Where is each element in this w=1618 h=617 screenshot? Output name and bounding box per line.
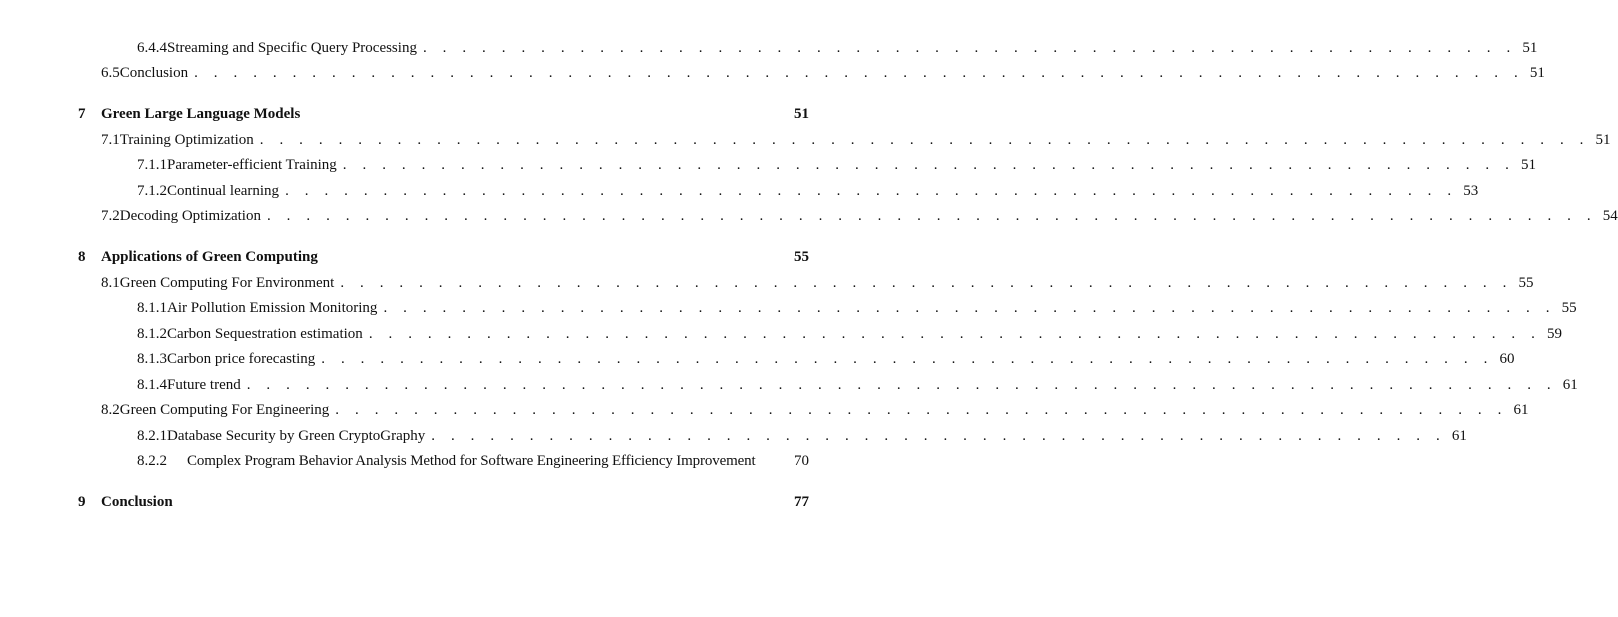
dot-leader: . . . . . . . . . . . . . . . . . . . . . . . . . . . . . . . . . . . . . . . . . . . . . . . . . . . . . . . . . . . .	[285, 183, 1458, 199]
dot-leader: . . . . . . . . . . . . . . . . . . . . . . . . . . . . . . . . . . . . . . . . . . . . . . . . . . . . . . . . . . . .	[335, 402, 1508, 418]
entry-title: Decoding Optimization	[119, 208, 261, 224]
entry-number: 8.2	[101, 402, 120, 418]
dot-leader: . . . . . . . . . . . . . . . . . . . . . . . . . . . . . . . . . . . . . . . . . . . . . . . . . . . . . . . . . . . .	[383, 300, 1556, 316]
entry-page-number: 60	[1499, 351, 1515, 367]
toc-entry-section[interactable]	[101, 273, 1534, 293]
entry-number: 8.1.4	[137, 377, 167, 393]
entry-number: 6.4.4	[137, 40, 167, 56]
toc-entry-section[interactable]	[101, 206, 1618, 226]
dot-leader: . . . . . . . . . . . . . . . . . . . . . . . . . . . . . . . . . . . . . . . . . . . . . . . . . . . . . . . . . . . .	[368, 326, 1541, 342]
entry-page-number: 55	[1518, 275, 1534, 291]
toc-entry-subsubsection[interactable]	[137, 349, 1515, 369]
entry-title: Carbon Sequestration estimation	[167, 326, 363, 342]
toc-entry-chapter[interactable]	[78, 247, 809, 267]
entry-number: 8.2.1	[137, 428, 167, 444]
entry-title: Future trend	[167, 377, 241, 393]
entry-number: 7	[78, 106, 86, 122]
toc-entry-section[interactable]	[101, 130, 1611, 150]
entry-page-number: 61	[1451, 428, 1467, 444]
entry-title: Database Security by Green CryptoGraphy	[167, 428, 426, 444]
entry-title: Complex Program Behavior Analysis Method for Software Engineering Efficiency Improvement	[187, 453, 756, 469]
entry-page-number: 77	[794, 494, 809, 510]
dot-leader: . . . . . . . . . . . . . . . . . . . . . . . . . . . . . . . . . . . . . . . . . . . . . . . . . . . . . . . . . . . .	[321, 351, 1494, 367]
entry-title: Streaming and Specific Query Processing	[167, 40, 417, 56]
entry-number: 7.1.1	[137, 157, 167, 173]
dot-leader: . . . . . . . . . . . . . . . . . . . . . . . . . . . . . . . . . . . . . . . . . . . . . . . . . . . . . . . . . . . . . . . . . . .	[246, 377, 1557, 393]
dot-leader: . . . . . . . . . . . . . . . . . . . . . . . . . . . . . . . . . . . . . . . . . . . . . . . . . . . . . . . . . . . .	[342, 157, 1515, 173]
toc-entry-subsubsection[interactable]	[137, 451, 809, 471]
entry-title: Green Computing For Engineering	[119, 402, 330, 418]
entry-page-number: 51	[1529, 65, 1545, 81]
toc-entry-subsubsection[interactable]	[137, 298, 1577, 318]
entry-page-number: 61	[1562, 377, 1578, 393]
entry-page-number: 51	[1595, 132, 1611, 148]
toc-entry-chapter[interactable]	[78, 492, 809, 512]
entry-page-number: 55	[1561, 300, 1577, 316]
entry-title: Conclusion	[119, 65, 189, 81]
entry-title: Conclusion	[101, 494, 173, 510]
entry-number: 8.2.2	[137, 453, 167, 469]
entry-number: 6.5	[101, 65, 120, 81]
entry-page-number: 51	[794, 106, 809, 122]
entry-page-number: 51	[1522, 40, 1538, 56]
entry-page-number: 61	[1513, 402, 1529, 418]
toc-entry-subsubsection[interactable]	[137, 324, 1562, 344]
toc-entry-subsubsection[interactable]	[137, 38, 1538, 58]
entry-page-number: 54	[1602, 208, 1618, 224]
toc-entry-subsubsection[interactable]	[137, 155, 1536, 175]
entry-number: 8.1.1	[137, 300, 167, 316]
toc-entry-chapter[interactable]	[78, 104, 809, 124]
entry-title: Continual learning	[167, 183, 280, 199]
entry-number: 7.1.2	[137, 183, 167, 199]
entry-title: Green Large Language Models	[101, 106, 301, 122]
dot-leader: . . . . . . . . . . . . . . . . . . . . . . . . . . . . . . . . . . . . . . . . . . . . . . . . . . . . . . . .	[422, 40, 1517, 56]
entry-page-number: 55	[794, 249, 809, 265]
entry-number: 8.1.2	[137, 326, 167, 342]
entry-page-number: 53	[1463, 183, 1479, 199]
toc-entry-subsubsection[interactable]	[137, 181, 1479, 201]
entry-page-number: 70	[794, 453, 809, 469]
entry-title: Green Computing For Environment	[119, 275, 335, 291]
entry-page-number: 59	[1546, 326, 1562, 342]
toc-entry-subsubsection[interactable]	[137, 426, 1467, 446]
entry-title: Air Pollution Emission Monitoring	[167, 300, 378, 316]
entry-title: Applications of Green Computing	[101, 249, 318, 265]
entry-title: Carbon price forecasting	[167, 351, 316, 367]
dot-leader: . . . . . . . . . . . . . . . . . . . . . . . . . . . . . . . . . . . . . . . . . . . . . . . . . . . .	[431, 428, 1446, 444]
dot-leader: . . . . . . . . . . . . . . . . . . . . . . . . . . . . . . . . . . . . . . . . . . . . . . . . . . . . . . . . . . . . . . . . . . . .	[259, 132, 1590, 148]
entry-title: Training Optimization	[119, 132, 254, 148]
toc-entry-section[interactable]	[101, 400, 1529, 420]
entry-number: 7.2	[101, 208, 120, 224]
dot-leader: . . . . . . . . . . . . . . . . . . . . . . . . . . . . . . . . . . . . . . . . . . . . . . . . . . . . . . . . . . . . . . . . . . . .	[194, 65, 1524, 81]
entry-title: Parameter-efficient Training	[167, 157, 337, 173]
entry-number: 9	[78, 494, 86, 510]
entry-number: 8.1	[101, 275, 120, 291]
entry-number: 8	[78, 249, 86, 265]
toc-entry-section[interactable]	[101, 63, 1545, 83]
dot-leader: . . . . . . . . . . . . . . . . . . . . . . . . . . . . . . . . . . . . . . . . . . . . . . . . . . . . . . . . . . . . . . . . . . . .	[266, 208, 1597, 224]
entry-number: 8.1.3	[137, 351, 167, 367]
entry-page-number: 51	[1520, 157, 1536, 173]
toc-entry-subsubsection[interactable]	[137, 375, 1578, 395]
dot-leader: . . . . . . . . . . . . . . . . . . . . . . . . . . . . . . . . . . . . . . . . . . . . . . . . . . . . . . . . . . . .	[340, 275, 1513, 291]
entry-number: 7.1	[101, 132, 120, 148]
